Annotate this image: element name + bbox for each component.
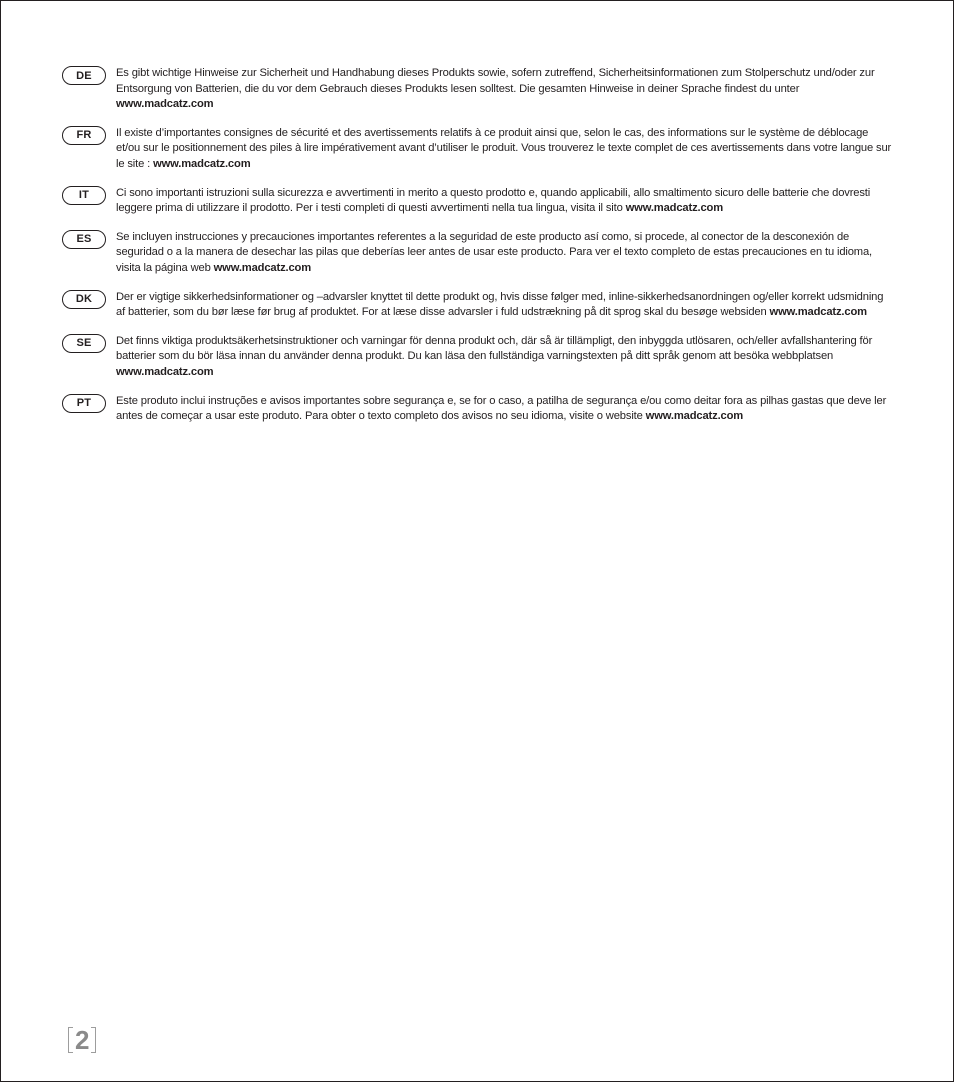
notice-text-fr	[116, 126, 892, 173]
website-link[interactable]: www.madcatz.com	[116, 98, 214, 111]
notice-es	[62, 230, 892, 277]
notice-fr	[62, 126, 892, 173]
notice-body: Se incluyen instrucciones y precauciones importantes referentes a la seguridad de este producto así como, si procede, al conector de la desconexión de seguridad o a la manera de desechar las pilas que deberías leer antes de usar este producto. Para ver el texto completo de estas precauciones en tu idioma, visita la página web	[116, 230, 872, 274]
language-badge-fr: FR	[62, 126, 106, 145]
notice-text-se	[116, 334, 892, 381]
notice-text-es	[116, 230, 892, 277]
safety-notices	[62, 66, 892, 438]
notice-se	[62, 334, 892, 381]
notice-pt	[62, 394, 892, 425]
language-badge-es: ES	[62, 230, 106, 249]
website-link[interactable]: www.madcatz.com	[153, 157, 251, 170]
language-badge-se: SE	[62, 334, 106, 353]
notice-body: Es gibt wichtige Hinweise zur Sicherheit und Handhabung dieses Produkts sowie, sofern zutreffend, Sicherheitsinformationen zum Stolperschutz und/oder zur Entsorgung von Batterien, die du vor dem Gebrauch dieses Produkts lesen solltest. Die gesamten Hinweise in deiner Sprache findest du unter	[116, 67, 875, 95]
notice-body: Este produto inclui instruções e avisos importantes sobre segurança e, se for o caso, a patilha de segurança e/ou como deitar fora as pilhas gastas que deve ler antes de começar a usar este produto. Para obter o texto completo dos avisos no seu idioma, visite o website	[116, 394, 887, 423]
website-link[interactable]: www.madcatz.com	[213, 261, 312, 274]
website-link[interactable]: www.madcatz.com	[116, 365, 214, 378]
notice-text-de	[116, 66, 892, 113]
page-number-text: 2	[75, 1025, 90, 1055]
notice-body: Der er vigtige sikkerhedsinformationer og –advarsler knyttet til dette produkt og, hvis disse følger med, inline-sikkerhedsanordningen og/eller korrekt udsmidning af batterier, som du bør læse før brug af produktet. For at læse disse advarsler i fuld udstrækning på dit sprog skal du besøge websiden	[116, 290, 884, 319]
notice-dk	[62, 290, 892, 321]
bracket-right	[91, 1027, 96, 1053]
language-badge-dk: DK	[62, 290, 106, 309]
website-link[interactable]: www.madcatz.com	[769, 306, 867, 319]
language-badge-pt: PT	[62, 394, 106, 413]
language-badge-de: DE	[62, 66, 106, 85]
notice-body: Ci sono importanti istruzioni sulla sicurezza e avvertimenti in merito a questo prodotto e, quando applicabili, allo smaltimento sicuro delle batterie che dovresti leggere prima di utilizzare il prodotto. Per i testi completi di questi avvertimenti nella tua lingua, visita il sito	[116, 186, 871, 215]
notice-text-it	[116, 186, 892, 217]
notice-text-pt	[116, 394, 892, 425]
website-link[interactable]: www.madcatz.com	[645, 410, 744, 423]
language-badge-it: IT	[62, 186, 106, 205]
website-link[interactable]: www.madcatz.com	[625, 202, 724, 215]
notice-body: Det finns viktiga produktsäkerhetsinstruktioner och varningar för denna produkt och, där så är tillämpligt, den inbyggda utlösaren, och/eller avfallshantering för batterier som du bör läsa innan du använder denna produkt. Du kan läsa den fullständiga varningstexten på ditt språk genom att besöka webbplatsen	[116, 334, 873, 363]
notice-it	[62, 186, 892, 217]
notice-de	[62, 66, 892, 113]
notice-text-dk	[116, 290, 892, 321]
page-number	[68, 1026, 96, 1054]
notice-body: Il existe d’importantes consignes de sécurité et des avertissements relatifs à ce produit ainsi que, selon le cas, des informations sur le système de déblocage et/ou sur le positionnement des piles à lire impérativement avant d’utiliser le produit. Vous trouverez le texte complet de ces avertissements dans votre langue sur le site :	[116, 126, 892, 170]
